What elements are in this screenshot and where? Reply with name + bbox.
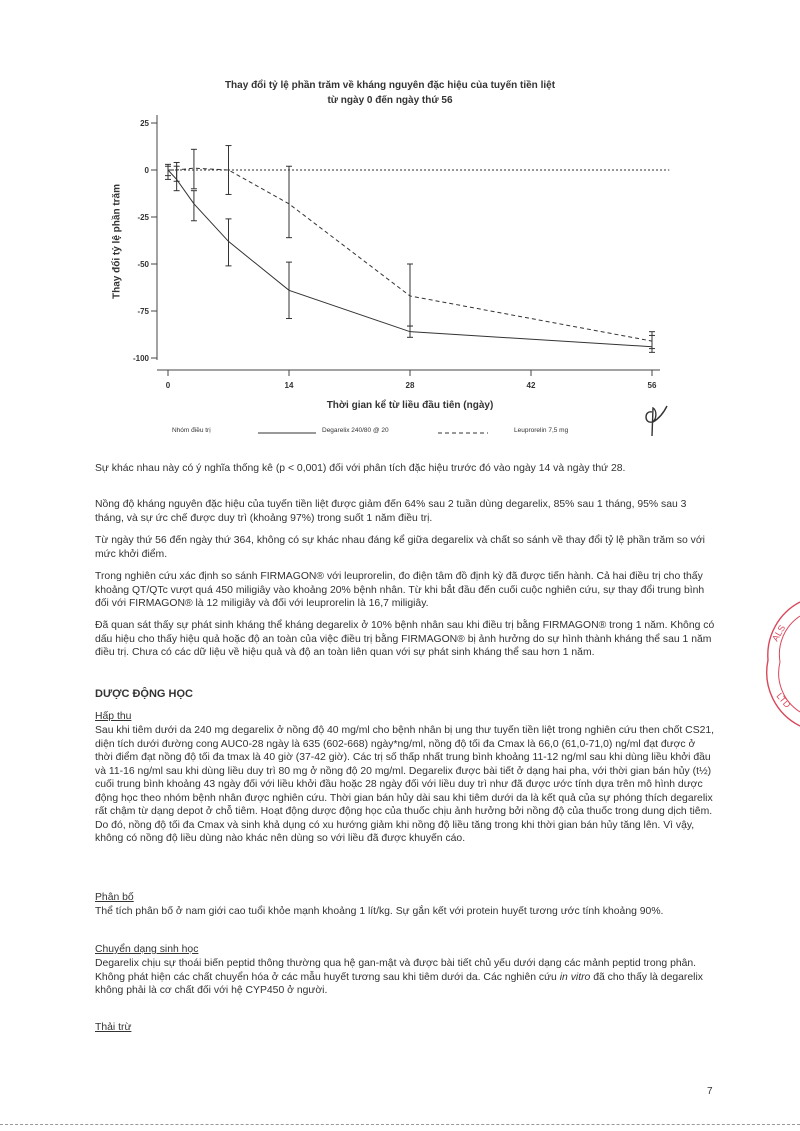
legend-series-degarelix: Degarelix 240/80 @ 20 (322, 427, 389, 434)
y-tick-label: -75 (137, 307, 149, 316)
paragraph-distribution (95, 905, 715, 919)
legend-series-leuprorelin: Leuprorelin 7,5 mg (514, 427, 569, 434)
y-tick-label: 25 (140, 119, 149, 128)
x-tick-label: 56 (647, 381, 657, 390)
x-tick-label: 28 (405, 381, 415, 390)
svg-text:LTD: LTD (774, 690, 793, 710)
paragraph-antibodies (95, 619, 715, 660)
chart-x-axis-label: Thời gian kể từ liều đầu tiên (ngày) (326, 400, 494, 411)
subheading-metabolism: Chuyển dạng sinh học (95, 944, 199, 955)
paragraph-text: Sự khác nhau này có ý nghĩa thống kê (p < 0,001) đối với phân tích đặc hiệu trước đó vào ngày 14 và ngày thứ 28. (95, 463, 626, 474)
paragraph-significance (95, 462, 715, 476)
stamp-seal-fragment (762, 600, 800, 730)
chart-y-axis-label: Thay đổi tỷ lệ phần trăm (111, 183, 123, 300)
y-tick-label: 0 (144, 166, 149, 175)
paragraph-text: Trong nghiên cứu xác định so sánh FIRMAGON® với leuprorelin, đo điện tâm đồ định kỳ đã được tiến hành. Cả hai điều trị cho thấy khoảng QT/QTc vượt quá 450 miligiây vào khoảng 20% bệnh nhân. Từ khi bắt đầu đến cuối cuộc nghiên cứu, sự thay đổi trung bình đối với FIRMAGON® là 12 miligiây và đối với leuprorelin là 16,7 miligiây. (95, 571, 705, 609)
handwritten-initials (640, 400, 670, 440)
paragraph-day56-364 (95, 534, 715, 561)
paragraph-metabolism (95, 957, 715, 998)
paragraph-text: Nồng độ kháng nguyên đặc hiệu của tuyến tiền liệt được giảm đến 64% sau 2 tuần dùng degarelix, 85% sau 1 tháng, 95% sau 3 tháng, và sự ức chế được duy trì (khoảng 97%) trong suốt 1 năm điều trị. (95, 499, 687, 524)
section-heading-pharmacokinetics: DƯỢC ĐỘNG HỌC (95, 688, 193, 700)
y-tick-label: -50 (137, 260, 149, 269)
paragraph-ecg (95, 570, 715, 611)
paragraph-absorption (95, 724, 715, 846)
paragraph-psa-reduction (95, 498, 715, 525)
y-tick-label: -100 (132, 354, 149, 363)
x-tick-label: 0 (165, 381, 171, 390)
x-tick-label: 14 (284, 381, 294, 390)
chart-title-line1: Thay đổi tỷ lệ phần trăm về kháng nguyên đặc hiệu của tuyến tiền liệt (224, 80, 556, 91)
page-number: 7 (707, 1086, 713, 1097)
subheading-elimination: Thải trừ (95, 1022, 132, 1033)
paragraph-text: Sau khi tiêm dưới da 240 mg degarelix ở nồng độ 40 mg/ml cho bệnh nhân bị ung thư tuyến tiền liệt trong nghiên cứu then chốt CS21, diện tích dưới đường cong AUC0-28 ngày là 635 (602-668) ngày*ng/ml, nồng độ tối đa Cmax là 66,0 (61,0-71,0) ng/ml đạt được ở thời điểm đạt nồng độ tối đa tmax là 40 giờ (37-42 giờ). Các trị số thấp nhất trung bình khoảng 11-12 ng/ml sau khi dùng liều khởi đầu và 11-16 ng/ml sau khi dùng liều duy trì 80 mg ở nồng độ 20 mg/ml. Degarelix được bài tiết ở dạng hai pha, với thời gian bán hủy (t½) cuối trung bình khoảng 43 ngày đối với liều khởi đầu hoặc 28 ngày đối với liều duy trì như đã được ước tính dựa trên mô hình dược động học theo nhóm bệnh nhân được nghiên cứu. Thời gian bán hủy dài sau khi tiêm dưới da là kết quả của sự phóng thích degarelix rất chậm từ dạng depot ở chỗ tiêm. Hoạt động dược động học của thuốc chịu ảnh hưởng bởi nồng độ của thuốc trong dung dịch tiêm. Do đó, nồng độ tối đa Cmax và sinh khả dụng có xu hướng giảm khi nồng độ liều tăng trong khi thời gian bán hủy tăng lên. Vì vậy, không có nồng độ liều dùng nào khác nên dùng so với liều đã được khuyến cáo. (95, 725, 715, 844)
legend-group-label: Nhóm điều trị (172, 427, 211, 434)
legend-dashed-swatch (438, 430, 490, 436)
page-edge-line (0, 1124, 800, 1125)
y-tick-label: -25 (137, 213, 149, 222)
paragraph-text: Đã quan sát thấy sự phát sinh kháng thể kháng degarelix ở 10% bệnh nhân sau khi điều trị bằng FIRMAGON® trong 1 năm. Không có dấu hiệu cho thấy hiệu quả hoặc độ an toàn của việc điều trị bằng FIRMAGON® bị ảnh hưởng do sự hình thành kháng thể sau 1 năm điều trị. Chưa có các dữ liệu về hiệu quả và độ an toàn liên quan với sự phát sinh kháng thể sau hơn 1 năm. (95, 620, 715, 658)
paragraph-text: Degarelix chịu sự thoái biến peptid thông thường qua hệ gan-mật và được bài tiết chủ yếu dưới dạng các mảnh peptid trong phân. Không phát hiện các chất chuyển hóa ở các mẫu huyết tương sau khi tiêm dưới da. Các nghiên cứu in vitro đã cho thấy là degarelix không phải là cơ chất đối với hệ CYP450 ở người. (95, 958, 703, 996)
subheading-absorption: Hấp thu (95, 711, 132, 722)
paragraph-text: Thể tích phân bố ở nam giới cao tuổi khỏe mạnh khoảng 1 lít/kg. Sự gắn kết với protein huyết tương ước tính khoảng 90%. (95, 906, 664, 917)
legend-solid-swatch (258, 430, 318, 436)
subheading-distribution: Phân bố (95, 892, 134, 903)
chart-title-line2: từ ngày 0 đến ngày thứ 56 (327, 95, 453, 106)
paragraph-text: Từ ngày thứ 56 đến ngày thứ 364, không có sự khác nhau đáng kể giữa degarelix và chất so sánh về thay đổi tỷ lệ phần trăm so với mức khởi điểm. (95, 535, 705, 560)
svg-text:ALS: ALS (770, 623, 788, 643)
x-tick-label: 42 (526, 381, 536, 390)
